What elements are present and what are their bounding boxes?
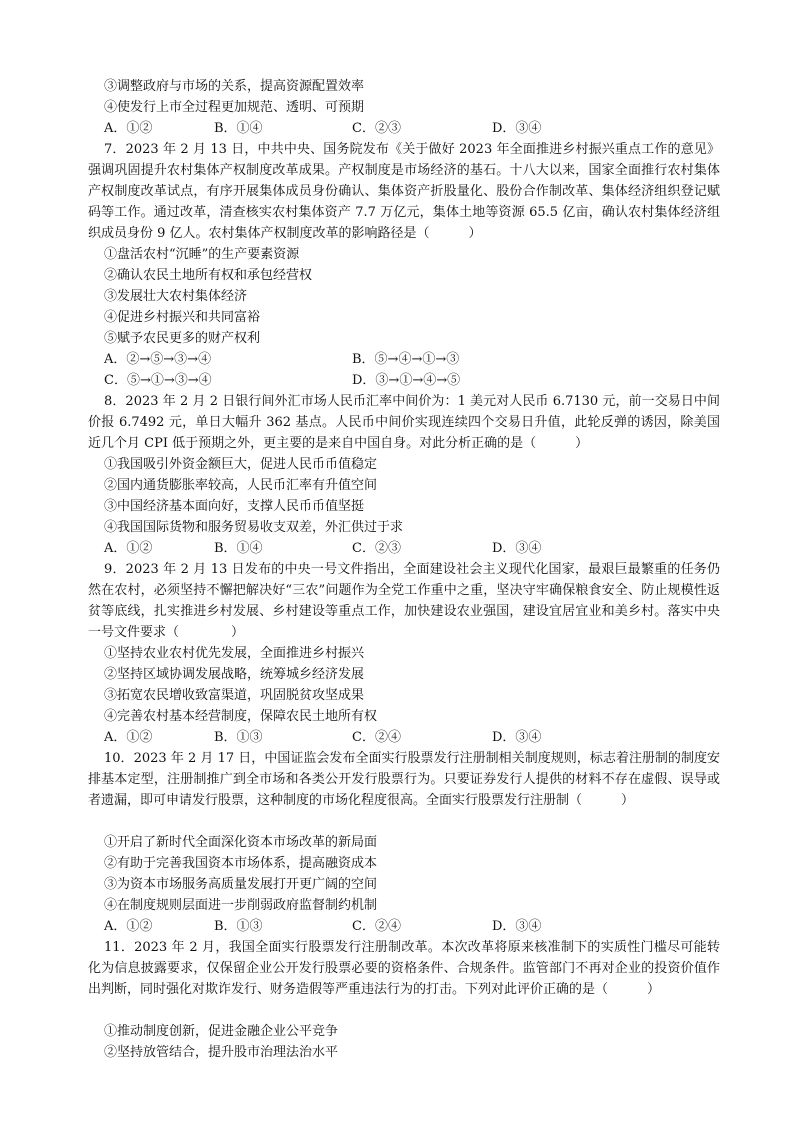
q9-item-1: ①坚持农业农村优先发展，全面推进乡村振兴 — [104, 646, 365, 661]
q7-option-a: A．②→⑤→③→④ — [104, 352, 212, 367]
q9-stem: 9．2023 年 2 月 13 日发布的中央一号文件指出，全面建设社会主义现代化国家，最艰巨最繁重的任务仍然在农村，必须坚持不懈把解决好“三农”问题作为全党工作重中之重，坚决守牢确保粮食安全、防止规模性返贫等底线，扎实推进乡村发展、乡村建设等重点工作，加快建设农业强国，建设宜居宜业和美乡村。落实中央一号文件要求（ ） — [88, 562, 720, 640]
q10-option-d: D．③④ — [492, 919, 542, 934]
q11-item-2: ②坚持放管结合，提升股市治理法治水平 — [104, 1045, 339, 1060]
q10-option-b: B．①③ — [214, 919, 263, 934]
q8-item-2: ②国内通货膨胀率较高，人民币汇率有升值空间 — [104, 478, 378, 493]
q7-item-3: ③发展壮大农村集体经济 — [104, 289, 248, 304]
q10-item-3: ③为资本市场服务高质量发展打开更广阔的空间 — [104, 877, 378, 892]
q8-stem: 8．2023 年 2 月 2 日银行间外汇市场人民币汇率中间价为：1 美元对人民币 6.7130 元，前一交易日中间价报 6.7492 元，单日大幅升 362 基点。人民币中间价实现连续四个交易日升值，此轮反弹的诱因，除美国近几个月 CPI 低于预期之外，更主要的是来自中国自身。对此分析正确的是（ ） — [88, 394, 720, 451]
q8-option-a: A．①② — [104, 541, 153, 556]
q7-item-4: ④促进乡村振兴和共同富裕 — [104, 310, 261, 325]
q7-option-d: D．③→①→④→⑤ — [352, 373, 461, 388]
q6-option-c: C．②③ — [352, 121, 401, 136]
q10-option-c: C．②④ — [352, 919, 401, 934]
q8-option-d: D．③④ — [492, 541, 542, 556]
q6-item-3: ③调整政府与市场的关系，提高资源配置效率 — [104, 79, 365, 94]
q8-item-3: ③中国经济基本面向好，支撑人民币币值坚挺 — [104, 499, 365, 514]
q7-option-c: C．⑤→①→③→④ — [104, 373, 212, 388]
q10-option-a: A．①② — [104, 919, 153, 934]
q9-item-3: ③拓宽农民增收致富渠道，巩固脱贫攻坚成果 — [104, 688, 365, 703]
q6-option-a: A．①② — [104, 121, 153, 136]
q10-stem: 10．2023 年 2 月 17 日，中国证监会发布全面实行股票发行注册制相关制度规则，标志着注册制的制度安排基本定型，注册制推广到全市场和各类公开发行股票行为。只要证券发行人提供的材料不存在虚假、误导或者遗漏，即可申请发行股票，这种制度的市场化程度很高。全面实行股票发行注册制（ ） — [88, 751, 720, 808]
q9-item-4: ④完善农村基本经营制度，保障农民土地所有权 — [104, 709, 378, 724]
q9-option-b: B．①③ — [214, 730, 263, 745]
q6-option-d: D．③④ — [492, 121, 542, 136]
q10-item-1: ①开启了新时代全面深化资本市场改革的新局面 — [104, 835, 378, 850]
q6-item-4: ④使发行上市全过程更加规范、透明、可预期 — [104, 100, 365, 115]
q7-stem: 7．2023 年 2 月 13 日，中共中央、国务院发布《关于做好 2023 年全面推进乡村振兴重点工作的意见》强调巩固提升农村集体产权制度改革成果。产权制度是市场经济的基石。十八大以来，国家全面推行农村集体产权制度改革试点，有序开展集体成员身份确认、集体资产折股量化、股份合作制改革、集体经济组织登记赋码等工作。通过改革，清查核实农村集体资产 7.7 万亿元，集体土地等资源 65.5 亿亩，确认农村集体经济组织成员身份 9 亿人。农村集体产权制度改革的影响路径是（ ） — [88, 142, 720, 241]
q9-item-2: ②坚持区域协调发展战略，统筹城乡经济发展 — [104, 667, 365, 682]
q8-option-c: C．②③ — [352, 541, 401, 556]
q8-item-4: ④我国国际货物和服务贸易收支双差，外汇供过于求 — [104, 520, 404, 535]
q10-item-2: ②有助于完善我国资本市场体系，提高融资成本 — [104, 856, 378, 871]
q7-item-5: ⑤赋予农民更多的财产权利 — [104, 331, 261, 346]
q9-option-c: C．②④ — [352, 730, 401, 745]
q11-item-1: ①推动制度创新，促进金融企业公平竞争 — [104, 1024, 339, 1039]
q7-item-1: ①盘活农村“沉睡”的生产要素资源 — [104, 247, 300, 262]
q9-option-d: D．③④ — [492, 730, 542, 745]
q9-option-a: A．①② — [104, 730, 153, 745]
q8-option-b: B．①④ — [214, 541, 263, 556]
q7-option-b: B．⑤→④→①→③ — [352, 352, 460, 367]
q11-stem: 11．2023 年 2 月，我国全面实行股票发行注册制改革。本次改革将原来核准制下的实质性门槛尽可能转化为信息披露要求，仅保留企业公开发行股票必要的资格条件、合规条件。监管部门不再对企业的投资价值作出判断，同时强化对欺诈发行、财务造假等严重违法行为的打击。下列对此评价正确的是（ ） — [88, 940, 720, 997]
q6-option-b: B．①④ — [214, 121, 263, 136]
q8-item-1: ①我国吸引外资金额巨大，促进人民币币值稳定 — [104, 457, 378, 472]
q7-item-2: ②确认农民土地所有权和承包经营权 — [104, 268, 313, 283]
q10-item-4: ④在制度规则层面进一步削弱政府监督制约机制 — [104, 898, 378, 913]
